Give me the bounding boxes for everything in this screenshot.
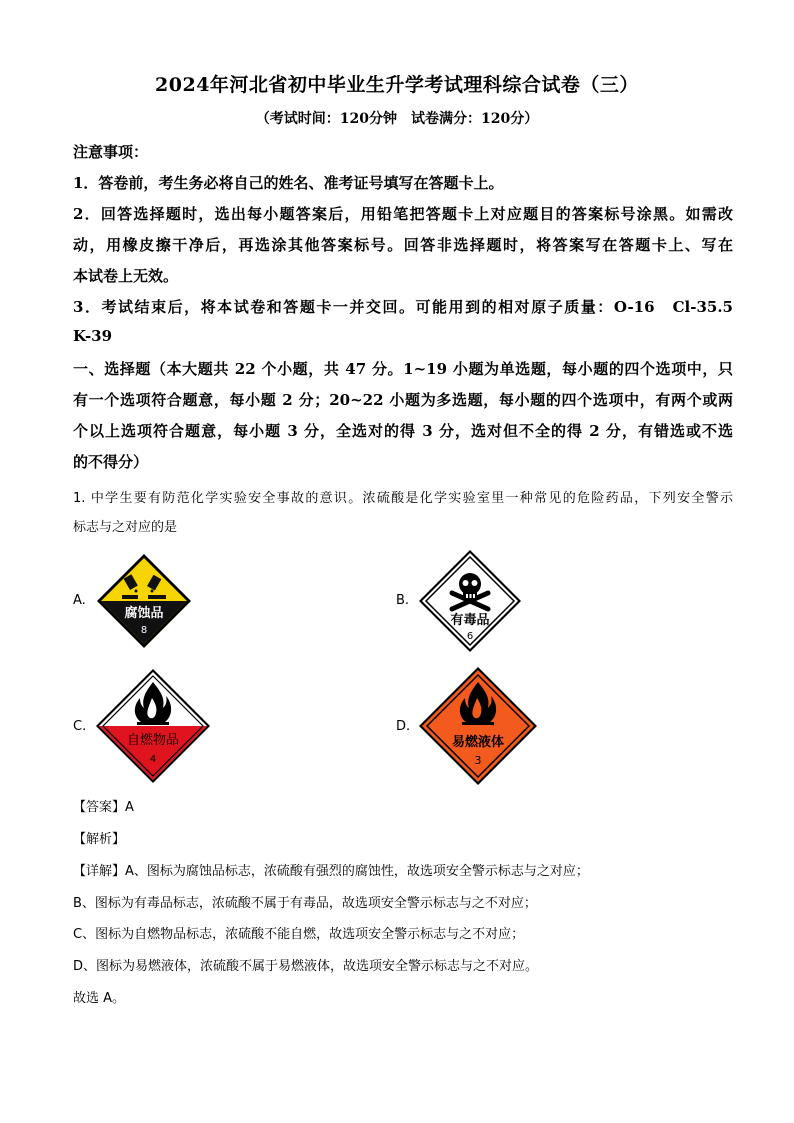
option-b-letter: B. [396, 593, 410, 608]
notice-item-1: 1．答卷前，考生务必将自己的姓名、准考证号填写在答题卡上。 [73, 174, 504, 192]
question-1-line-1: 1. 中学生要有防范化学实验安全事故的意识。浓硫酸是化学实验室里一种常见的危险药品，下列安全警示 [73, 491, 733, 506]
option-d-sign [418, 666, 538, 790]
analysis-detail-b: B、图标为有毒品标志，浓硫酸不属于有毒品，故选项安全警示标志与之不对应； [73, 896, 537, 911]
sign-class-number: 3 [474, 754, 482, 767]
section-intro-line-2: 有一个选项符合题意，每小题 2 分；20~22 小题为多选题，每小题的四个选项中，有两个或两 [73, 391, 733, 409]
question-1-line-2: 标志与之对应的是 [73, 520, 178, 535]
sign-class-number: 6 [466, 631, 474, 642]
answer-label: 【答案】A [73, 800, 134, 815]
option-c-sign [95, 668, 211, 788]
sign-label: 有毒品 [450, 613, 490, 628]
flammable-liquid-sign [418, 666, 538, 786]
notice-item-2-line-2: 动，用橡皮擦干净后，再选涂其他答案标号。回答非选择题时，将答案写在答题卡上、写在 [73, 236, 733, 254]
analysis-detail-a: 【详解】A、图标为腐蚀品标志，浓硫酸有强烈的腐蚀性，故选项安全警示标志与之对应； [73, 864, 589, 879]
sign-label: 腐蚀品 [124, 606, 164, 621]
section-intro-line-4: 的不得分） [73, 453, 149, 471]
notice-item-2-line-1: 2．回答选择题时，选出每小题答案后，用铅笔把答题卡上对应题目的答案标号涂黑。如需改 [73, 205, 733, 223]
sign-class-number: 4 [149, 754, 157, 765]
page-title: 2024年河北省初中毕业生升学考试理科综合试卷（三） [155, 74, 639, 96]
analysis-conclusion: 故选 A。 [73, 991, 126, 1006]
corrosive-sign [96, 553, 192, 649]
option-a-letter: A. [73, 593, 86, 608]
option-b-sign [418, 549, 522, 657]
option-d-letter: D. [396, 719, 411, 734]
notice-item-3-line-1: 3．考试结束后，将本试卷和答题卡一并交回。可能用到的相对原子质量：O-16 Cl-35.5 [73, 298, 733, 316]
analysis-detail-c: C、图标为自燃物品标志，浓硫酸不能自燃，故选项安全警示标志与之不对应； [73, 927, 525, 942]
section-intro-line-3: 个以上选项符合题意，每小题 3 分，全选对的得 3 分，选对但不全的得 2 分，有错选或不选 [73, 422, 733, 440]
analysis-label: 【解析】 [73, 832, 126, 847]
analysis-detail-d: D、图标为易燃液体，浓硫酸不属于易燃液体，故选项安全警示标志与之不对应。 [73, 959, 539, 974]
sign-label: 易燃液体 [451, 735, 505, 750]
sign-class-number: 8 [140, 625, 148, 636]
notice-heading: 注意事项： [73, 143, 149, 161]
section-intro-line-1: 一、选择题（本大题共 22 个小题，共 47 分。1~19 小题为单选题，每小题的四个选项中，只 [73, 360, 733, 378]
notice-item-3-line-2: K-39 [73, 327, 113, 345]
notice-item-2-line-3: 本试卷上无效。 [73, 267, 179, 285]
spontaneous-combustion-sign [95, 668, 211, 784]
option-c-letter: C. [73, 719, 87, 734]
exam-info: （考试时间：120分钟 试卷满分：120分） [255, 111, 539, 127]
option-a-sign [96, 553, 192, 653]
toxic-sign [418, 549, 522, 653]
sign-label: 自燃物品 [126, 733, 180, 748]
